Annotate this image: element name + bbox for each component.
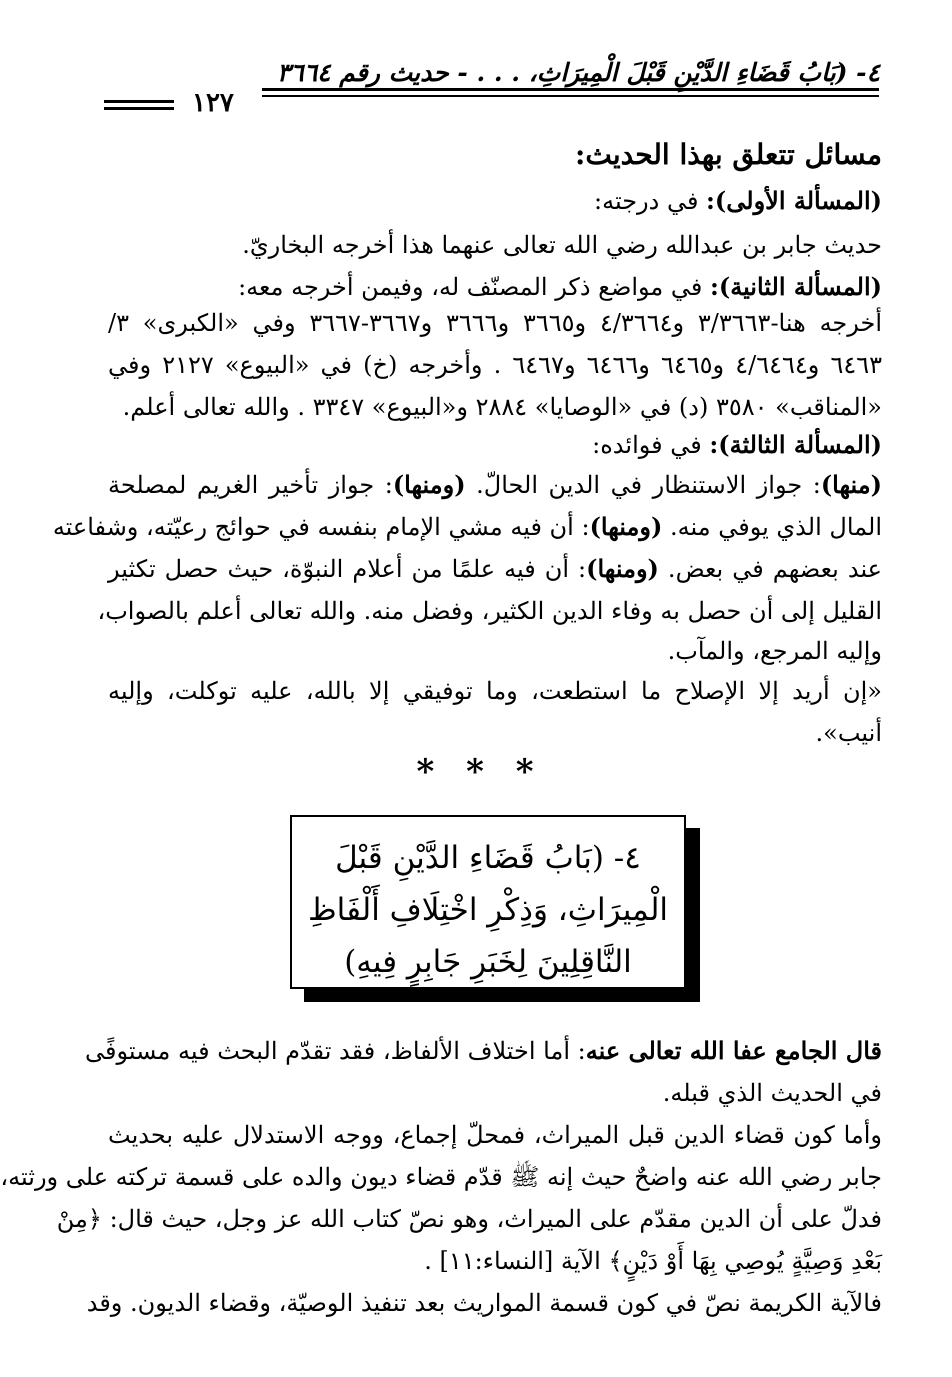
page-number: ١٢٧ (192, 88, 234, 118)
header-rule-bottom (262, 95, 879, 97)
commentary-line6: بَعْدِ وَصِيَّةٍ يُوصِي بِهَا أَوْ دَيْنٍ﴾ الآية [النساء:١١] . (424, 1247, 882, 1275)
issue2-title: في مواضع ذكر المصنّف له، وفيمن أخرجه معه: (238, 273, 710, 301)
header-rule-top (262, 88, 879, 91)
issue3-line5: وإليه المرجع، والمآب. (667, 637, 882, 665)
section-heading: مسائل تتعلق بهذا الحديث: (574, 138, 882, 171)
issue2-line2: ٦٤٦٣ و٤/٦٤٦٤ و٦٤٦٥ و٦٤٦٦ و٦٤٦٧ . وأخرجه (خ) في «البيوع» ٢١٢٧ وفي (108, 351, 883, 379)
page-number-rule-top (104, 100, 174, 103)
issue3-line4: القليل إلى أن حصل به وفاء الدين الكثير، وفضل منه. والله تعالى أعلم بالصواب، (97, 597, 882, 625)
running-header-title: ٤- (بَابُ قَضَاءِ الدَّيْنِ قَبْلَ الْمِيرَاثِ، . . . - حديث رقم ٣٦٦٤ (276, 58, 880, 87)
issue3-line3 (108, 548, 882, 590)
issue1-line: حديث جابر بن عبدالله رضي الله تعالى عنهما هذا أخرجه البخاريّ. (242, 231, 882, 259)
benefit-text: : أن فيه علمًا من أعلام النبوّة، حيث حصل تكثير (108, 555, 587, 583)
issue3-label: (المسألة الثالثة): (709, 430, 882, 459)
benefit-marker: (منها) (820, 470, 882, 499)
issue1-label: (المسألة الأولى): (706, 186, 882, 215)
commentary-author: قال الجامع عفا الله تعالى عنه (585, 1036, 882, 1065)
benefit-marker: (ومنها) (586, 554, 659, 583)
benefit-text: : أن فيه مشي الإمام بنفسه في حوائج رعيّته، وشفاعته (52, 513, 590, 541)
chapter-title-line1: ٤- (بَابُ قَضَاءِ الدَّيْنِ قَبْلَ (335, 840, 641, 876)
issue3-line1 (108, 464, 882, 506)
benefit-marker: (ومنها) (392, 470, 466, 499)
issue1-heading (108, 180, 882, 222)
benefit-marker: (ومنها) (589, 512, 663, 541)
chapter-title-line2: الْمِيرَاثِ، وَذِكْرِ اخْتِلَافِ أَلْفَاظِ (307, 892, 669, 928)
issue3-title: في فوائده: (592, 431, 710, 459)
commentary-line5: فدلّ على أن الدين مقدّم على الميراث، وهو نصّ كتاب الله عز وجل، حيث قال: ﴿مِنْ (56, 1205, 882, 1233)
commentary-line2: في الحديث الذي قبله. (662, 1079, 882, 1107)
commentary-line4: جابر رضي الله عنه واضحٌ حيث إنه ﷺ قدّم قضاء ديون والده على قسمة تركته على ورثته، (0, 1163, 882, 1191)
benefit-text: : جواز الاستنظار في الدين الحالّ. (465, 471, 821, 499)
section-separator: * * * (416, 752, 544, 792)
benefit-text: المال الذي يوفي منه. (662, 513, 882, 541)
commentary-text: : أما اختلاف الألفاظ، فقد تقدّم البحث فيه مستوفًى (85, 1037, 586, 1065)
chapter-title-line3: النَّاقِلِينَ لِخَبَرِ جَابِرٍ فِيهِ) (344, 944, 632, 980)
benefit-text: : جواز تأخير الغريم لمصلحة (108, 471, 393, 499)
issue2-line3: «المناقب» ٣٥٨٠ (د) في «الوصايا» ٢٨٨٤ و«البيوع» ٣٣٤٧ . والله تعالى أعلم. (122, 393, 882, 421)
issue3-line2 (52, 506, 882, 548)
issue3-heading (108, 424, 882, 466)
commentary-line1 (85, 1030, 882, 1072)
closing-line2: أنيب». (815, 719, 882, 747)
closing-line1: «إن أريد إلا الإصلاح ما استطعت، وما توفيقي إلا بالله، عليه توكلت، وإليه (108, 677, 882, 705)
benefit-text: عند بعضهم في بعض. (658, 555, 883, 583)
commentary-line7: فالآية الكريمة نصّ في كون قسمة المواريث بعد تنفيذ الوصيّة، وقضاء الديون. وقد (86, 1289, 882, 1317)
issue2-line1: أخرجه هنا-٣/٣٦٦٣ و٤/٣٦٦٤ و٣٦٦٥ و٣٦٦٦ و٣٦٦٧-٣٦٦٧ وفي «الكبرى» ٣/ (108, 309, 883, 337)
issue1-title: في درجته: (594, 187, 707, 215)
chapter-title-box (290, 815, 686, 989)
commentary-line3: وأما كون قضاء الدين قبل الميراث، فمحلّ إجماع، ووجه الاستدلال عليه بحديث (108, 1121, 882, 1149)
issue2-label: (المسألة الثانية): (709, 272, 882, 301)
page-number-rule-bottom (104, 107, 174, 110)
